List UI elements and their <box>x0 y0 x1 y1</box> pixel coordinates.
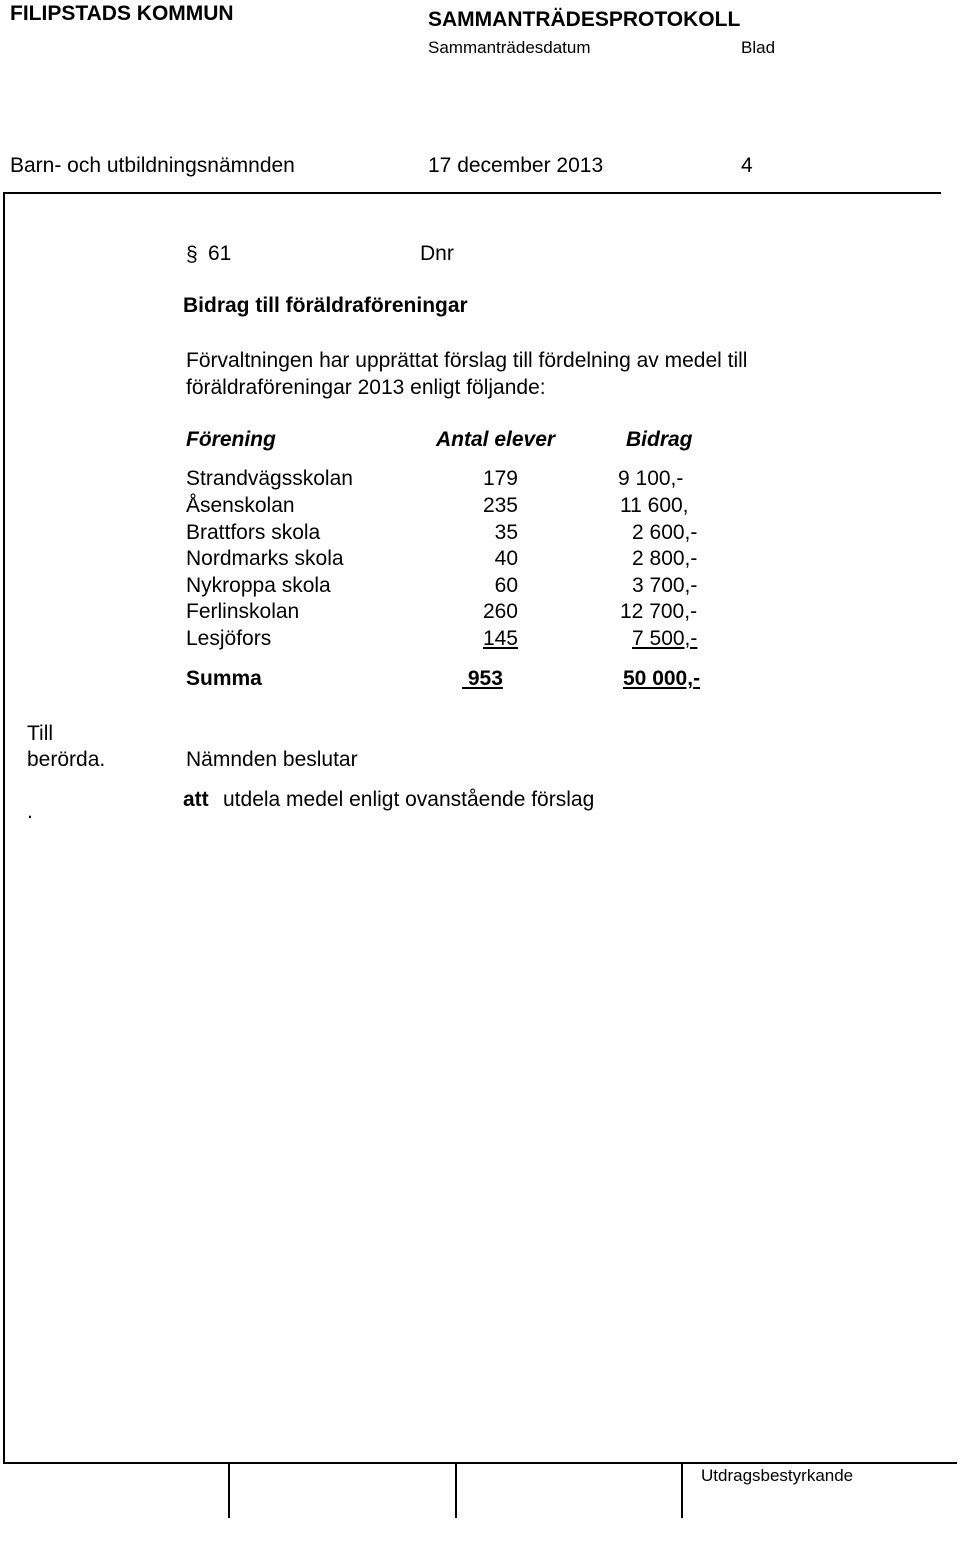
school-name: Lesjöfors <box>186 627 272 650</box>
grant-amount: 11 600, <box>620 494 689 517</box>
att-label: att <box>183 788 209 811</box>
signature-box-divider <box>455 1462 457 1518</box>
recipients-label: . <box>27 800 33 823</box>
student-count: 260 <box>482 600 518 623</box>
school-name: Nordmarks skola <box>186 547 344 570</box>
total-count: 953 <box>462 667 503 690</box>
grant-amount: 2 600,- <box>632 521 698 544</box>
table-row <box>186 600 726 627</box>
document-type: SAMMANTRÄDESPROTOKOLL <box>428 8 741 31</box>
student-count: 35 <box>494 521 518 544</box>
page-label: Blad <box>741 38 776 57</box>
meeting-date-label: Sammanträdesdatum <box>428 38 591 57</box>
frame-bottom-border <box>3 1462 957 1464</box>
dnr-label: Dnr <box>420 242 454 265</box>
student-count: 60 <box>494 574 518 597</box>
school-name: Ferlinskolan <box>186 600 300 623</box>
frame-top-border <box>3 192 941 194</box>
student-count: 235 <box>482 494 518 517</box>
intro-text: föräldraföreningar 2013 enligt följande: <box>186 376 546 399</box>
grant-amount: 9 100,- <box>618 467 684 490</box>
table-row <box>186 494 726 521</box>
student-count: 145 <box>482 627 518 650</box>
column-header-grant: Bidrag <box>626 428 693 451</box>
frame-left-border <box>3 192 5 1462</box>
table-row <box>186 467 726 494</box>
page-number: 4 <box>741 154 753 177</box>
column-header-students: Antal elever <box>436 428 556 451</box>
decision-intro: Nämnden beslutar <box>186 748 358 771</box>
student-count: 179 <box>482 467 518 490</box>
paragraph-number: 61 <box>208 242 232 265</box>
total-label: Summa <box>186 667 262 690</box>
section-title: Bidrag till föräldraföreningar <box>183 294 468 317</box>
meeting-date: 17 december 2013 <box>428 154 604 177</box>
school-name: Nykroppa skola <box>186 574 331 597</box>
table-row <box>186 547 726 574</box>
grant-amount: 2 800,- <box>632 547 698 570</box>
committee-name: Barn- och utbildningsnämnden <box>10 154 295 177</box>
grant-amount: 3 700,- <box>632 574 698 597</box>
signature-box-divider <box>228 1462 230 1518</box>
table-row <box>186 627 726 654</box>
grant-amount: 7 500,- <box>632 627 698 650</box>
student-count: 40 <box>494 547 518 570</box>
total-amount: 50 000,- <box>623 667 701 690</box>
table-row <box>186 521 726 548</box>
intro-text: Förvaltningen har upprättat förslag till fördelning av medel till <box>186 349 748 372</box>
grant-amount: 12 700,- <box>620 600 698 623</box>
school-name: Brattfors skola <box>186 521 321 544</box>
recipients-label: berörda. <box>27 748 106 771</box>
decision-text: utdela medel enligt ovanstående förslag <box>223 788 595 811</box>
recipients-label: Till <box>27 722 54 745</box>
school-name: Åsenskolan <box>186 494 295 517</box>
signature-box-divider <box>681 1462 683 1518</box>
certification-label: Utdragsbestyrkande <box>701 1466 854 1485</box>
column-header-association: Förening <box>186 428 276 451</box>
paragraph-sign: § <box>186 243 198 266</box>
school-name: Strandvägsskolan <box>186 467 353 490</box>
organization-name: FILIPSTADS KOMMUN <box>10 2 234 25</box>
table-row <box>186 574 726 601</box>
